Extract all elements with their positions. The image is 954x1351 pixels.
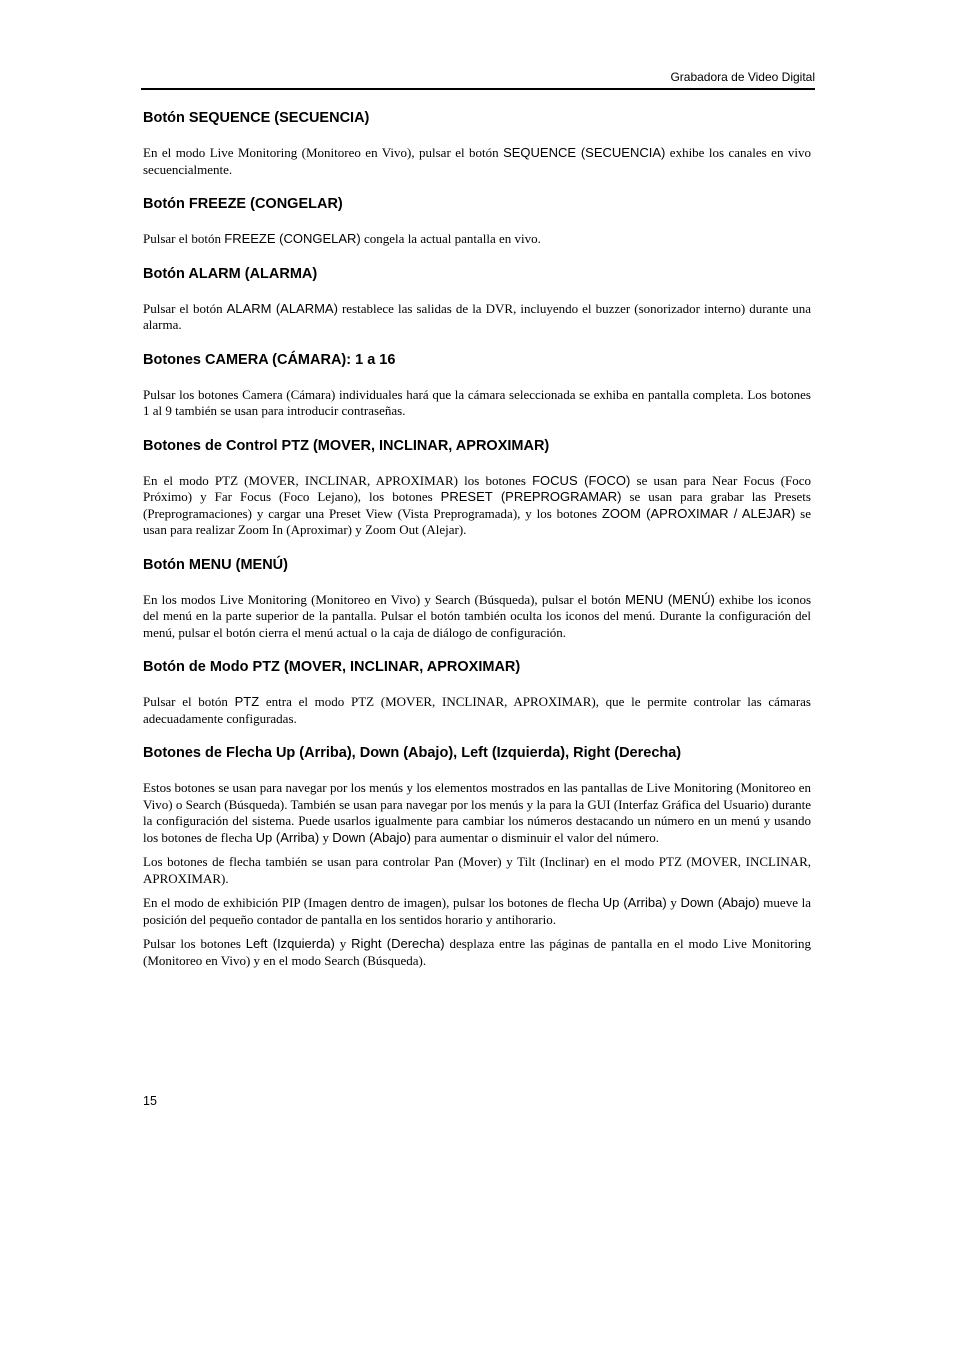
paragraph-text: exhibe los iconos del menú en la parte superior de la pantalla. Pulsar el botón también oculta los iconos del menú. Durante la configuración del menú, pulsar el botón cierra el menú actual o la caja de diálogo de configuración.: [143, 591, 812, 640]
body-paragraph: [143, 592, 811, 642]
paragraph-text: Pulsar el botón: [143, 231, 225, 246]
body-paragraph: [143, 936, 811, 969]
paragraph-text: se usan para Near Focus (Foco Próximo) y Far Focus (Foco Lejano), los botones: [143, 472, 811, 504]
paragraph-text: En el modo Live Monitoring (Monitoreo en Vivo), pulsar el botón: [143, 145, 504, 160]
paragraph-text: Pulsar el botón: [143, 694, 235, 709]
section: [143, 743, 811, 969]
button-name: ZOOM (APROXIMAR / ALEJAR): [601, 505, 796, 521]
paragraph-text: Pulsar el botón: [143, 300, 227, 316]
paragraph-text: y: [666, 895, 681, 910]
paragraph-text: En los modos Live Monitoring (Monitoreo en Vivo) y Search (Búsqueda), pulsar el botón: [143, 591, 626, 607]
paragraph-text: y: [319, 829, 333, 845]
body-paragraph: [143, 854, 811, 887]
section-heading: Botones de Flecha Up (Arriba), Down (Abajo), Left (Izquierda), Right (Derecha): [143, 745, 682, 761]
button-name: Left (Izquierda): [245, 936, 335, 951]
body-paragraph: [143, 145, 811, 178]
paragraph-text: Los botones de flecha también se usan para controlar Pan (Mover) y Tilt (Inclinar) en el modo PTZ (MOVER, INCLINAR, APROXIMAR).: [143, 854, 811, 886]
button-name: FOCUS (FOCO): [532, 472, 631, 488]
paragraph-text: mueve la posición del pequeño contador de pantalla en los sentidos horario y antihorario.: [143, 895, 811, 927]
page-body: [143, 108, 811, 985]
section-heading: Botón MENU (MENÚ): [143, 556, 288, 573]
section: [143, 108, 811, 178]
paragraph-text: desplaza entre las páginas de pantalla en el modo Live Monitoring (Monitoreo en Vivo) y en el modo Search (Búsqueda).: [143, 936, 812, 968]
section-heading: Botón ALARM (ALARMA): [143, 265, 318, 282]
button-name: PRESET (PREPROGRAMAR): [440, 489, 622, 504]
paragraph-text: En el modo de exhibición PIP (Imagen dentro de imagen), pulsar los botones de flecha: [143, 895, 603, 910]
section-heading: Botón FREEZE (CONGELAR): [143, 196, 343, 212]
paragraph-text: restablece las salidas de la DVR, incluyendo el buzzer (sonorizador interno) durante una alarma.: [143, 300, 811, 332]
button-name: Up (Arriba): [602, 895, 667, 910]
button-name: SEQUENCE (SECUENCIA): [503, 145, 666, 160]
paragraph-text: exhibe los canales en vivo secuencialmente.: [143, 145, 811, 177]
button-name: Right (Derecha): [351, 936, 445, 951]
section: [143, 194, 811, 248]
section: [143, 350, 811, 420]
button-name: FREEZE (CONGELAR): [224, 231, 361, 246]
paragraph-text: congela la actual pantalla en vivo.: [360, 231, 541, 246]
body-paragraph: [143, 780, 811, 846]
page-number: 15: [143, 1094, 157, 1108]
body-paragraph: [143, 473, 811, 539]
section: [143, 436, 811, 539]
body-paragraph: [143, 895, 811, 928]
paragraph-text: Estos botones se usan para navegar por los menús y los elementos mostrados en las pantallas de Live Monitoring (Monitoreo en Vivo) o Search (Búsqueda). También se usan para navegar por los menús y la para la GUI (Interfaz Gráfica del Usuario) durante la configuración del sistema. Puede usarlos igualmente para cambiar los números destacando un número en un menú y usando los botones de flecha: [143, 780, 811, 845]
button-name: PTZ: [234, 694, 260, 709]
section: [143, 264, 811, 334]
button-name: Down (Abajo): [680, 895, 760, 910]
button-name: MENU (MENÚ): [625, 591, 715, 607]
button-name: ALARM (ALARMA): [226, 300, 338, 316]
body-paragraph: [143, 231, 811, 248]
section-heading: Botones de Control PTZ (MOVER, INCLINAR, APROXIMAR): [143, 437, 550, 454]
paragraph-text: se usan para realizar Zoom In (Aproximar) y Zoom Out (Alejar).: [143, 505, 811, 537]
paragraph-text: En el modo PTZ (MOVER, INCLINAR, APROXIMAR) los botones: [143, 472, 533, 488]
paragraph-text: para aumentar o disminuir el valor del número.: [410, 829, 659, 845]
paragraph-text: y: [334, 936, 352, 951]
section: [143, 555, 811, 642]
section-heading: Botón de Modo PTZ (MOVER, INCLINAR, APROXIMAR): [143, 659, 521, 675]
body-paragraph: [143, 387, 811, 420]
button-name: Up (Arriba): [255, 829, 320, 845]
body-paragraph: [143, 694, 811, 727]
body-paragraph: [143, 301, 811, 334]
button-name: Down (Abajo): [332, 829, 411, 845]
running-header: Grabadora de Video Digital: [670, 70, 815, 84]
section: [143, 657, 811, 727]
section-heading: Botones CAMERA (CÁMARA): 1 a 16: [143, 351, 396, 368]
section-heading: Botón SEQUENCE (SECUENCIA): [143, 110, 370, 126]
paragraph-text: Pulsar los botones: [143, 936, 246, 951]
paragraph-text: Pulsar los botones Camera (Cámara) individuales hará que la cámara seleccionada se exhiba en pantalla completa. Los botones 1 al 9 también se usan para introducir contraseñas.: [143, 386, 811, 418]
paragraph-text: se usan para grabar las Presets (Preprogramaciones) y cargar una Preset View (Vista Preprogramada), y los botones: [143, 489, 811, 521]
paragraph-text: entra el modo PTZ (MOVER, INCLINAR, APROXIMAR), que le permite controlar las cámaras adecuadamente configuradas.: [143, 694, 811, 726]
header-rule: [141, 88, 815, 90]
